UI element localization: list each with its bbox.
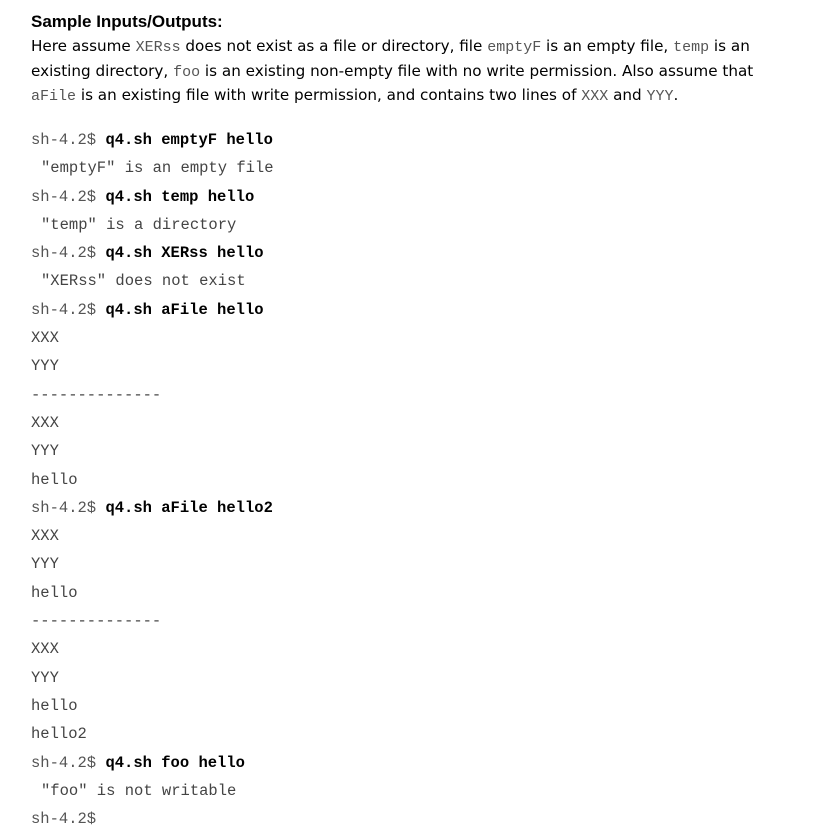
command-text: q4.sh foo hello — [105, 753, 245, 772]
output-line: hello — [31, 696, 78, 715]
command-line — [31, 749, 274, 777]
inline-code-foo: foo — [173, 63, 201, 81]
output-line: XXX — [31, 413, 59, 432]
output-line: "temp" is a directory — [41, 215, 237, 234]
separator-line: -------------- — [31, 385, 162, 404]
section-heading: Sample Inputs/Outputs: — [31, 12, 223, 31]
intro-text: . — [673, 86, 679, 104]
command-text: q4.sh temp hello — [105, 187, 255, 206]
output-line: XXX — [31, 329, 59, 348]
command-text: q4.sh aFile hello — [105, 300, 264, 319]
command-line — [31, 126, 274, 154]
inline-code-xerss: XERss — [135, 39, 181, 56]
shell-prompt: sh-4.2$ — [31, 131, 97, 149]
intro-text: and — [608, 86, 647, 104]
output-line: XXX — [31, 527, 59, 546]
output-line: YYY — [31, 357, 59, 376]
inline-code-temp: temp — [673, 39, 710, 56]
command-line — [31, 239, 274, 267]
intro-text: is an existing file with write permission, and contains two lines of — [76, 86, 582, 104]
intro-text: is an existing directory, — [31, 37, 750, 80]
output-line: YYY — [31, 668, 59, 687]
command-line — [31, 296, 274, 324]
intro-text: does not exist as a file or directory, file — [180, 37, 488, 55]
inline-code-yyy: YYY — [646, 88, 674, 105]
intro-text: Here assume — [31, 37, 136, 55]
terminal-transcript — [31, 126, 274, 833]
shell-prompt: sh-4.2$ — [31, 300, 97, 319]
command-text: q4.sh XERss hello — [105, 244, 264, 263]
inline-code-afile: aFile — [31, 88, 77, 105]
shell-prompt: sh-4.2$ — [31, 187, 97, 206]
intro-text: is an empty file, — [541, 37, 674, 55]
inline-code-xxx: XXX — [581, 88, 609, 105]
shell-prompt: sh-4.2$ — [31, 810, 97, 829]
output-line: YYY — [31, 442, 59, 461]
command-line — [31, 805, 274, 833]
output-line: "foo" is not writable — [41, 781, 237, 800]
output-line: XXX — [31, 640, 59, 659]
output-line: YYY — [31, 555, 59, 574]
command-text: q4.sh emptyF hello — [105, 131, 273, 149]
output-line: hello2 — [31, 725, 87, 744]
inline-code-emptyf: emptyF — [487, 39, 542, 56]
intro-paragraph — [31, 35, 791, 109]
output-line: "XERss" does not exist — [41, 272, 246, 291]
intro-text: is an existing non-empty file with no write permission. Also assume that — [200, 61, 754, 80]
shell-prompt: sh-4.2$ — [31, 498, 97, 517]
command-text: q4.sh aFile hello2 — [105, 498, 273, 517]
shell-prompt: sh-4.2$ — [31, 753, 97, 772]
shell-prompt: sh-4.2$ — [31, 244, 97, 263]
command-line — [31, 183, 274, 211]
output-line: "emptyF" is an empty file — [41, 159, 274, 178]
output-line: hello — [31, 470, 78, 489]
command-line — [31, 494, 274, 522]
separator-line: -------------- — [31, 612, 162, 631]
output-line: hello — [31, 583, 78, 602]
